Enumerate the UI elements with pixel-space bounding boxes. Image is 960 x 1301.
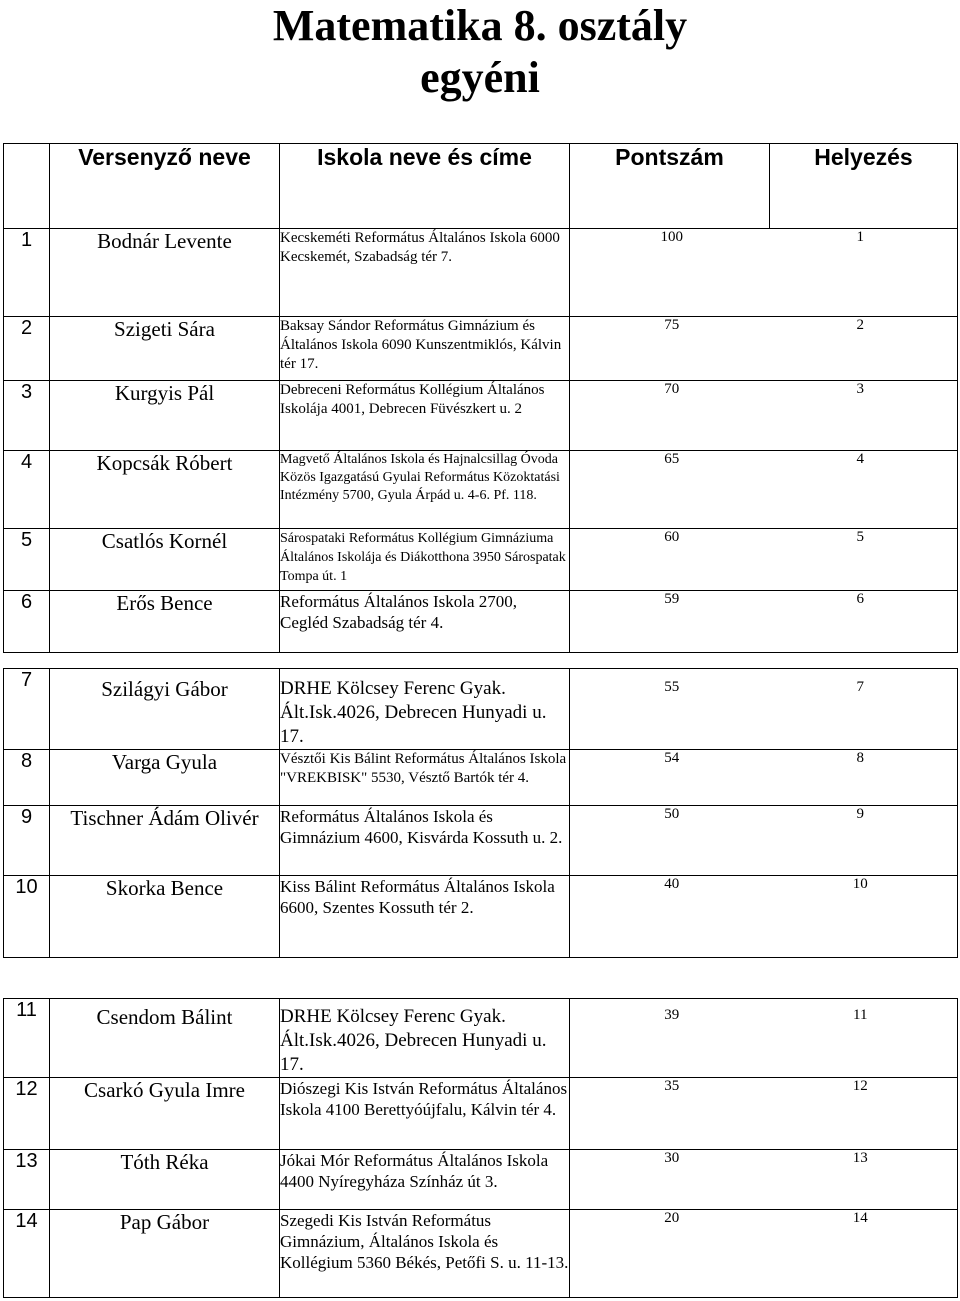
- score-value: 50: [664, 806, 680, 822]
- school-address: DRHE Kölcsey Ferenc Gyak. Ált.Isk.4026, Debrecen Hunyadi u. 17.: [280, 669, 570, 750]
- score-place: [570, 381, 958, 451]
- score-value: 60: [664, 529, 680, 545]
- score-value: 70: [664, 381, 680, 397]
- score-place: [570, 669, 958, 750]
- header-place: Helyezés: [770, 144, 958, 229]
- contestant-name: Kurgyis Pál: [50, 381, 280, 451]
- score-value: 100: [660, 229, 683, 245]
- score-place: [570, 806, 958, 876]
- header-name: Versenyző neve: [50, 144, 280, 229]
- table-row: [4, 1078, 958, 1150]
- score-place: [570, 529, 958, 591]
- place-value: 10: [852, 876, 868, 892]
- contestant-name: Szilágyi Gábor: [50, 669, 280, 750]
- place-value: 9: [856, 806, 864, 822]
- score-place: [570, 876, 958, 958]
- contestant-name: Varga Gyula: [50, 750, 280, 806]
- results-table-part-2: [3, 668, 957, 958]
- contestant-name: Tischner Ádám Olivér: [50, 806, 280, 876]
- score-value: 75: [664, 317, 680, 333]
- score-place: [570, 229, 958, 317]
- place-value: 1: [856, 229, 864, 245]
- score-place: [570, 591, 958, 653]
- contestant-name: Erős Bence: [50, 591, 280, 653]
- school-address: Sárospataki Református Kollégium Gimnáziuma Általános Iskolája és Diákotthona 3950 Sárospatak Tompa út. 1: [280, 529, 570, 591]
- table-row: [4, 317, 958, 381]
- contestant-name: Kopcsák Róbert: [50, 451, 280, 529]
- table-row: [4, 669, 958, 750]
- row-rank: 8: [4, 750, 50, 806]
- contestant-name: Tóth Réka: [50, 1150, 280, 1210]
- contestant-name: Csendom Bálint: [50, 999, 280, 1078]
- contestant-name: Csatlós Kornél: [50, 529, 280, 591]
- score-value: 55: [664, 679, 680, 695]
- place-value: 12: [852, 1078, 868, 1094]
- school-address: Kecskeméti Református Általános Iskola 6000 Kecskemét, Szabadság tér 7.: [280, 229, 570, 317]
- contestant-name: Skorka Bence: [50, 876, 280, 958]
- header-score: Pontszám: [570, 144, 770, 229]
- school-address: Vésztői Kis Bálint Református Általános Iskola "VREKBISK" 5530, Vésztő Bartók tér 4.: [280, 750, 570, 806]
- score-value: 39: [664, 1007, 680, 1023]
- row-rank: 10: [4, 876, 50, 958]
- score-value: 30: [664, 1150, 680, 1166]
- place-value: 3: [856, 381, 864, 397]
- place-value: 5: [856, 529, 864, 545]
- table-row: [4, 451, 958, 529]
- place-value: 2: [856, 317, 864, 333]
- place-value: 6: [856, 591, 864, 607]
- school-address: Szegedi Kis István Református Gimnázium, Általános Iskola és Kollégium 5360 Békés, Petőfi S. u. 11-13.: [280, 1210, 570, 1298]
- school-address: Református Általános Iskola és Gimnázium 4600, Kisvárda Kossuth u. 2.: [280, 806, 570, 876]
- row-rank: 5: [4, 529, 50, 591]
- score-place: [570, 451, 958, 529]
- row-rank: 7: [4, 669, 50, 750]
- school-address: Debreceni Református Kollégium Általános Iskolája 4001, Debrecen Füvészkert u. 2: [280, 381, 570, 451]
- table-row: [4, 876, 958, 958]
- title-line-2: egyéni: [420, 53, 540, 102]
- row-rank: 14: [4, 1210, 50, 1298]
- row-rank: 11: [4, 999, 50, 1078]
- table-row: [4, 591, 958, 653]
- table-row: [4, 1150, 958, 1210]
- school-address: Kiss Bálint Református Általános Iskola 6600, Szentes Kossuth tér 2.: [280, 876, 570, 958]
- row-rank: 2: [4, 317, 50, 381]
- place-value: 4: [856, 451, 864, 467]
- score-value: 65: [664, 451, 680, 467]
- contestant-name: Pap Gábor: [50, 1210, 280, 1298]
- contestant-name: Csarkó Gyula Imre: [50, 1078, 280, 1150]
- row-rank: 6: [4, 591, 50, 653]
- results-table-part-1: [3, 143, 957, 653]
- page-title: [0, 0, 960, 104]
- table-row: [4, 806, 958, 876]
- row-rank: 4: [4, 451, 50, 529]
- place-value: 7: [856, 679, 864, 695]
- school-address: Baksay Sándor Református Gimnázium és Általános Iskola 6090 Kunszentmiklós, Kálvin tér 17.: [280, 317, 570, 381]
- row-rank: 9: [4, 806, 50, 876]
- score-place: [570, 999, 958, 1078]
- header-school: Iskola neve és címe: [280, 144, 570, 229]
- score-value: 40: [664, 876, 680, 892]
- score-place: [570, 1210, 958, 1298]
- score-value: 20: [664, 1210, 680, 1226]
- title-line-1: Matematika 8. osztály: [272, 1, 688, 50]
- score-place: [570, 1150, 958, 1210]
- school-address: DRHE Kölcsey Ferenc Gyak. Ált.Isk.4026, Debrecen Hunyadi u. 17.: [280, 999, 570, 1078]
- place-value: 14: [852, 1210, 868, 1226]
- score-place: [570, 317, 958, 381]
- school-address: Diószegi Kis István Református Általános Iskola 4100 Berettyóújfalu, Kálvin tér 4.: [280, 1078, 570, 1150]
- school-address: Református Általános Iskola 2700, Cegléd Szabadság tér 4.: [280, 591, 570, 653]
- school-address: Magvető Általános Iskola és Hajnalcsillag Óvoda Közös Igazgatású Gyulai Református Közoktatási Intézmény 5700, Gyula Árpád u. 4-6. Pf. 118.: [280, 451, 570, 529]
- table-row: [4, 1210, 958, 1298]
- table-row: [4, 381, 958, 451]
- table-row: [4, 999, 958, 1078]
- score-value: 54: [664, 750, 680, 766]
- score-place: [570, 1078, 958, 1150]
- row-rank: 12: [4, 1078, 50, 1150]
- table-row: [4, 529, 958, 591]
- school-address: Jókai Mór Református Általános Iskola 4400 Nyíregyháza Színház út 3.: [280, 1150, 570, 1210]
- score-value: 59: [664, 591, 680, 607]
- place-value: 8: [856, 750, 864, 766]
- row-rank: 1: [4, 229, 50, 317]
- place-value: 13: [852, 1150, 868, 1166]
- score-value: 35: [664, 1078, 680, 1094]
- row-rank: 3: [4, 381, 50, 451]
- contestant-name: Szigeti Sára: [50, 317, 280, 381]
- contestant-name: Bodnár Levente: [50, 229, 280, 317]
- place-value: 11: [853, 1007, 868, 1023]
- table-header-row: [4, 144, 958, 229]
- table-row: [4, 229, 958, 317]
- header-rank: [4, 144, 50, 229]
- score-place: [570, 750, 958, 806]
- row-rank: 13: [4, 1150, 50, 1210]
- results-table-part-3: [3, 998, 957, 1298]
- table-row: [4, 750, 958, 806]
